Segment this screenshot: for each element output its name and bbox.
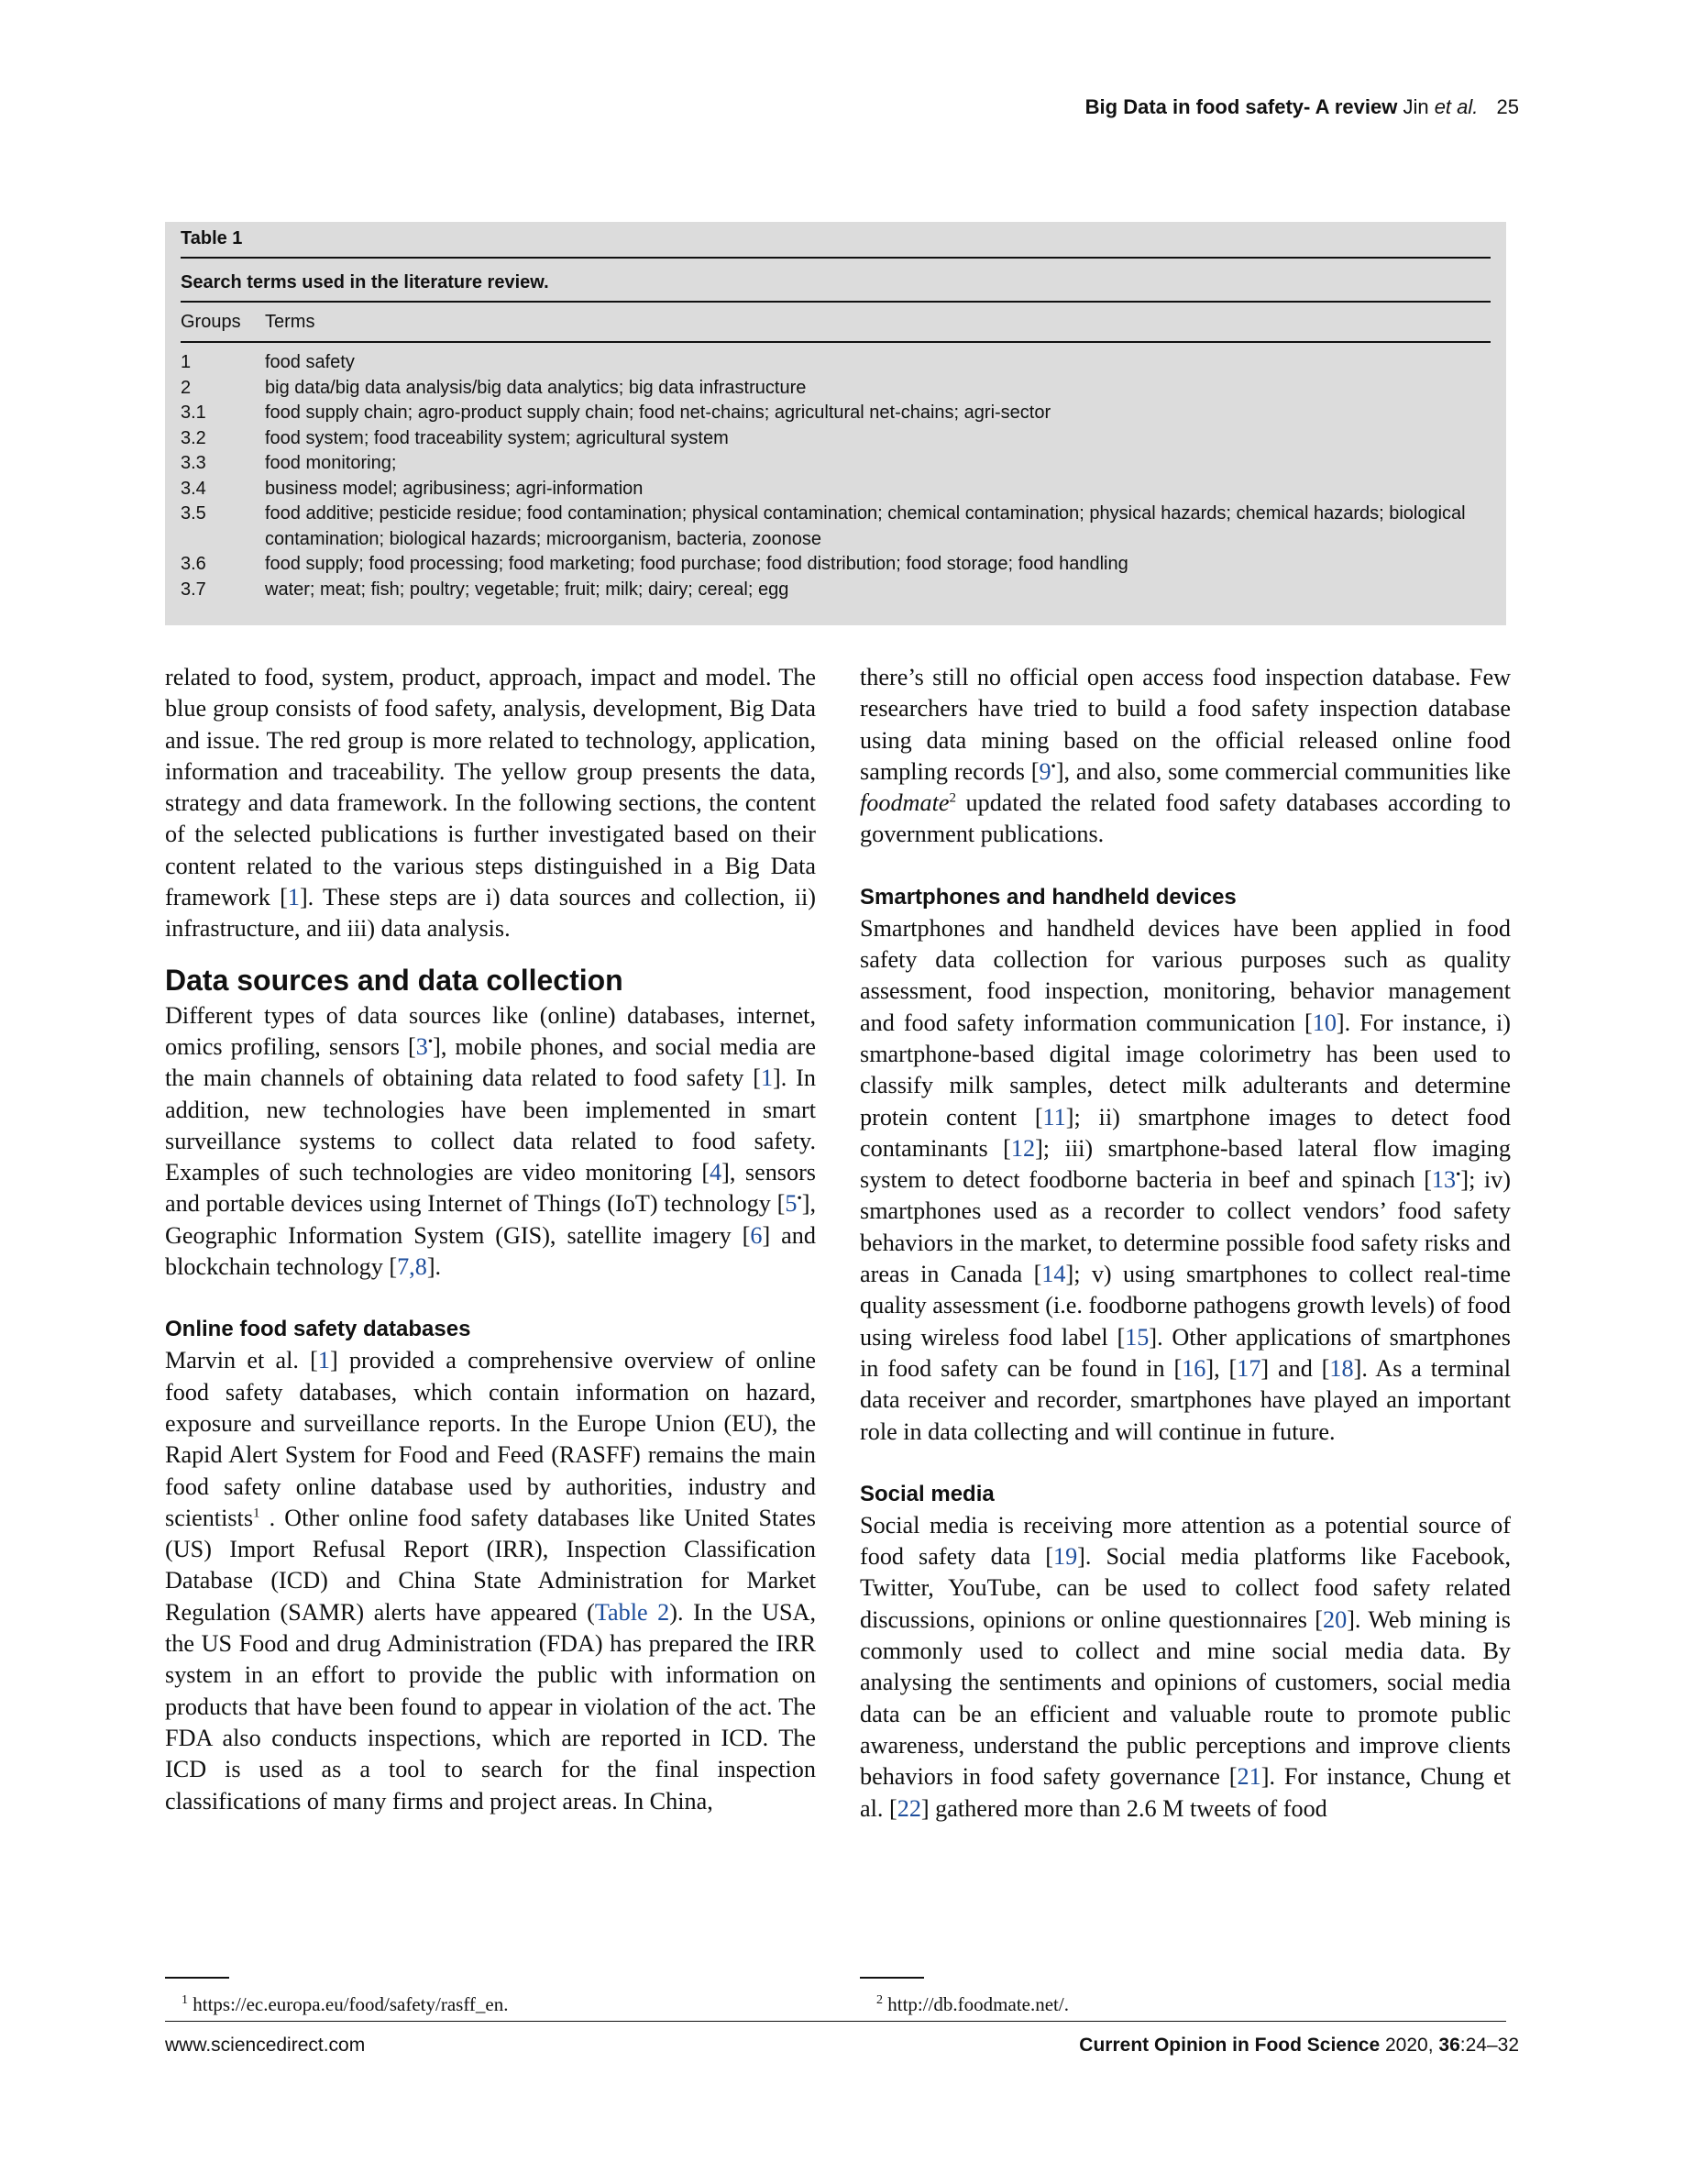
text-run: ]. Web mining is commonly used to collect and mine social media data. By analysing the sentiments and opinions of customers, social media data can be an efficient and valuable route to promote public awareness, understand the public perceptions and improve clients behaviors in food safety governance [: [860, 1605, 1511, 1791]
table-rule-top: [181, 257, 1491, 259]
footnote-1-link[interactable]: https://ec.europa.eu/food/safety/rasff_en.: [193, 1993, 509, 2015]
text-run: ] gathered more than 2.6 M tweets of food: [920, 1794, 1327, 1822]
table-cell-group: 3.1: [181, 403, 206, 423]
paragraph-right-3: [860, 1510, 1511, 1825]
table-row: [181, 451, 1491, 477]
text-run: ].: [426, 1253, 442, 1281]
text-run: ]. These steps are i) data sources and collection, ii) infrastructure, and iii) data analysis.: [165, 884, 816, 943]
citation-link[interactable]: 12: [1010, 1134, 1036, 1162]
footer-citation: [1079, 2033, 1519, 2058]
citation-link[interactable]: 5: [785, 1190, 798, 1218]
citation-link[interactable]: 9: [1039, 757, 1051, 785]
paragraph-right-1: [860, 662, 1511, 851]
table-header-terms: Terms: [265, 312, 315, 332]
running-header-title: Big Data in food safety- A review: [1084, 95, 1398, 118]
citation-link[interactable]: 1: [760, 1064, 774, 1092]
text-run: ]. Other applications of smartphones in food safety can be found in [: [860, 1323, 1511, 1382]
table-cell-terms: water; meat; fish; poultry; vegetable; fruit; milk; dairy; cereal; egg: [265, 579, 789, 600]
footer-volume: 36: [1438, 2035, 1460, 2056]
superscript: 2: [949, 790, 956, 806]
footnote-2-link[interactable]: http://db.foodmate.net/.: [887, 1993, 1069, 2015]
table-header-groups: Groups: [181, 312, 241, 332]
table-cell-terms: food monitoring;: [265, 453, 397, 473]
text-run: ]. As a terminal data receiver and recorder, smartphones have played an important role in data collecting and will continue in future.: [860, 1354, 1511, 1445]
superscript: •: [1456, 1167, 1461, 1183]
table-row: [181, 477, 1491, 502]
superscript: •: [427, 1034, 434, 1050]
table-1: [165, 222, 1506, 625]
footer-rule: [165, 2021, 1506, 2022]
table-row: [181, 376, 1491, 402]
citation-link[interactable]: 20: [1323, 1605, 1348, 1633]
footer-year: 2020,: [1385, 2035, 1434, 2056]
superscript: •: [1051, 759, 1056, 775]
running-header-etal: et al.: [1434, 95, 1479, 118]
text-run: ] and blockchain technology [: [165, 1221, 816, 1281]
text-run: Marvin et al. [: [165, 1347, 318, 1374]
table-cell-group: 3.4: [181, 478, 206, 499]
subsection-heading-social-media: Social media: [860, 1481, 995, 1506]
superscript: •: [797, 1191, 802, 1207]
text-run: ] and [: [1260, 1354, 1330, 1382]
citation-link[interactable]: 18: [1329, 1354, 1354, 1382]
text-run: ]. For instance, i) smartphone-based digital image colorimetry has been used to classify milk samples, detect milk adulterants and determine protein content [: [860, 1009, 1511, 1131]
citation-link[interactable]: 13: [1431, 1166, 1457, 1194]
table-row: [181, 502, 1491, 552]
table-cell-terms: food supply; food processing; food marketing; food purchase; food distribution; food storage; food handling: [265, 554, 1128, 574]
paragraph-left-2: [165, 1000, 816, 1284]
footnote-2-mark: 2: [876, 1993, 883, 2007]
table-cell-group: 1: [181, 352, 192, 372]
text-run: related to food, system, product, approach, impact and model. The blue group consists of food safety, analysis, development, Big Data and issue. The red group is more related to technology, application, information and traceability. The yellow group presents the data, strategy and data framework. In the following sections, the content of the selected publications is further investigated based on their content related to the various steps distinguished in a Big Data framework [: [165, 664, 816, 911]
table-cell-group: 2: [181, 377, 192, 398]
citation-link[interactable]: 15: [1125, 1323, 1150, 1351]
citation-link[interactable]: 21: [1237, 1763, 1261, 1791]
text-run: ]; iii) smartphone-based lateral flow imaging system to detect foodborne bacteria in beef and spinach [: [860, 1134, 1511, 1194]
subsection-heading-smartphones: Smartphones and handheld devices: [860, 884, 1237, 910]
table-cell-group: 3.5: [181, 503, 206, 524]
table-row: [181, 578, 1491, 603]
table-cell-terms: food additive; pesticide residue; food contamination; physical contamination; chemical contamination; physical hazards; chemical hazards; biological contamination; biological hazards; microorganism, bacteria, zoonose: [265, 503, 1466, 549]
running-header: [1085, 94, 1519, 120]
table-cell-group: 3.7: [181, 579, 206, 600]
table-row: [181, 552, 1491, 578]
citation-link[interactable]: 7,8: [397, 1253, 427, 1281]
left-column: [165, 662, 816, 1817]
table-rule-header: [181, 341, 1491, 343]
subsection-heading-online-databases: Online food safety databases: [165, 1317, 471, 1342]
footer-pages: :24–32: [1459, 2035, 1519, 2056]
citation-link[interactable]: 6: [750, 1221, 763, 1249]
text-run: Different types of data sources like (online) databases, internet, omics profiling, sensors [: [165, 1001, 816, 1060]
text-run: ]. In addition, new technologies have been implemented in smart surveillance systems to collect data related to food safety. Examples of such technologies are video monitoring [: [165, 1064, 816, 1186]
paragraph-left-3: [165, 1345, 816, 1816]
citation-link[interactable]: 3: [415, 1032, 428, 1060]
text-run: ], [: [1205, 1354, 1238, 1382]
table-cell-terms: food safety: [265, 352, 355, 372]
table-row: [181, 426, 1491, 452]
text-run: ], Geographic Information System (GIS), satellite imagery [: [165, 1190, 816, 1249]
footnote-rule-left: [165, 1977, 229, 1979]
paragraph-left-1: [165, 662, 816, 945]
table-cell-terms: food system; food traceability system; agricultural system: [265, 427, 729, 448]
footnote-1-mark: 1: [182, 1993, 188, 2007]
table-row: [181, 401, 1491, 426]
text-run: ] provided a comprehensive overview of online food safety databases, which contain information on hazard, exposure and surveillance reports. In the Europe Union (EU), the Rapid Alert System for Food and Feed (RASFF) remains the main food safety online database used by authorities, industry and scientists: [165, 1347, 816, 1531]
table-label: Table 1: [181, 228, 243, 248]
table-header-row: [181, 312, 1491, 336]
text-run: ], mobile phones, and social media are the main channels of obtaining data related to food safety [: [165, 1032, 816, 1092]
text-run: ]. Social media platforms like Facebook, Twitter, YouTube, can be used to collect food safety related discussions, opinions or online questionnaires [: [860, 1543, 1512, 1633]
citation-link[interactable]: 22: [897, 1794, 921, 1822]
text-run: . Other online food safety databases like United States (US) Import Refusal Report (IRR), Inspection Classification Database (ICD) and China State Administration for Market Regulation (SAMR) alerts have appeared (: [165, 1504, 816, 1626]
superscript: 1: [253, 1506, 260, 1521]
text-run: ). In the USA, the US Food and drug Administration (FDA) has prepared the IRR system in an effort to provide the public with information on products that have been found to appear in violation of the act. The FDA also conducts inspections, which are reported in ICD. The ICD is used as a tool to search for the final inspection classifications of many firms and project areas. In China,: [165, 1598, 816, 1814]
text-run: ]; ii) smartphone images to detect food contaminants [: [860, 1103, 1511, 1162]
citation-link[interactable]: 1: [287, 884, 300, 911]
text-run: ], and also, some commercial communities like: [1055, 757, 1511, 785]
text-run: ], sensors and portable devices using Internet of Things (IoT) technology [: [165, 1159, 816, 1218]
citation-link[interactable]: Table 2: [594, 1598, 670, 1626]
page-number: 25: [1496, 95, 1519, 118]
italic-term: foodmate: [860, 789, 950, 817]
running-header-authors: Jin: [1403, 95, 1429, 118]
right-column: [860, 662, 1511, 1825]
table-cell-terms: business model; agribusiness; agri-information: [265, 478, 644, 499]
footer-website[interactable]: www.sciencedirect.com: [165, 2035, 366, 2056]
citation-link[interactable]: 10: [1312, 1009, 1337, 1036]
text-run: ]; v) using smartphones to collect real-time quality assessment (i.e. foodborne pathogens growth levels) of food using wireless food label [: [860, 1261, 1511, 1351]
footnote-2: [876, 1988, 1069, 2017]
citation-link[interactable]: 11: [1042, 1103, 1066, 1131]
paragraph-right-2: [860, 913, 1511, 1448]
table-cell-group: 3.6: [181, 554, 206, 574]
text-run: Social media is receiving more attention as a potential source of food safety data [: [860, 1511, 1511, 1571]
footnote-1: [182, 1988, 509, 2017]
section-heading-data-sources: Data sources and data collection: [165, 963, 623, 997]
citation-link[interactable]: 4: [710, 1159, 722, 1186]
text-run: ]; iv) smartphones used as a recorder to collect vendors’ food safety behaviors in the market, to determine possible food safety risks and areas in Canada [: [860, 1166, 1511, 1288]
citation-link[interactable]: 19: [1052, 1543, 1078, 1571]
table-cell-terms: food supply chain; agro-product supply chain; food net-chains; agricultural net-chains; agri-sector: [265, 403, 1051, 423]
text-run: updated the related food safety databases according to government publications.: [860, 789, 1511, 848]
text-run: Smartphones and handheld devices have been applied in food safety data collection for various purposes such as quality assessment, food inspection, monitoring, behavior management and food safety information communication [: [860, 914, 1511, 1036]
citation-link[interactable]: 1: [317, 1347, 330, 1374]
footer-journal: Current Opinion in Food Science: [1079, 2035, 1381, 2056]
table-rule-caption: [181, 301, 1491, 303]
table-caption: Search terms used in the literature review.: [181, 272, 549, 292]
table-cell-group: 3.2: [181, 427, 206, 448]
footnote-rule-right: [860, 1977, 924, 1979]
table-row: [181, 350, 1491, 376]
table-cell-terms: big data/big data analysis/big data analytics; big data infrastructure: [265, 377, 807, 398]
citation-link[interactable]: 14: [1041, 1261, 1066, 1288]
text-run: ]. For instance, Chung et al. [: [860, 1763, 1511, 1822]
citation-link[interactable]: 16: [1182, 1354, 1206, 1382]
text-run: there’s still no official open access food inspection database. Few researchers have tried to build a food safety inspection database using data mining based on the official released online food sampling records [: [860, 664, 1511, 785]
table-cell-group: 3.3: [181, 453, 206, 473]
table-body: [181, 350, 1491, 602]
citation-link[interactable]: 17: [1237, 1354, 1261, 1382]
